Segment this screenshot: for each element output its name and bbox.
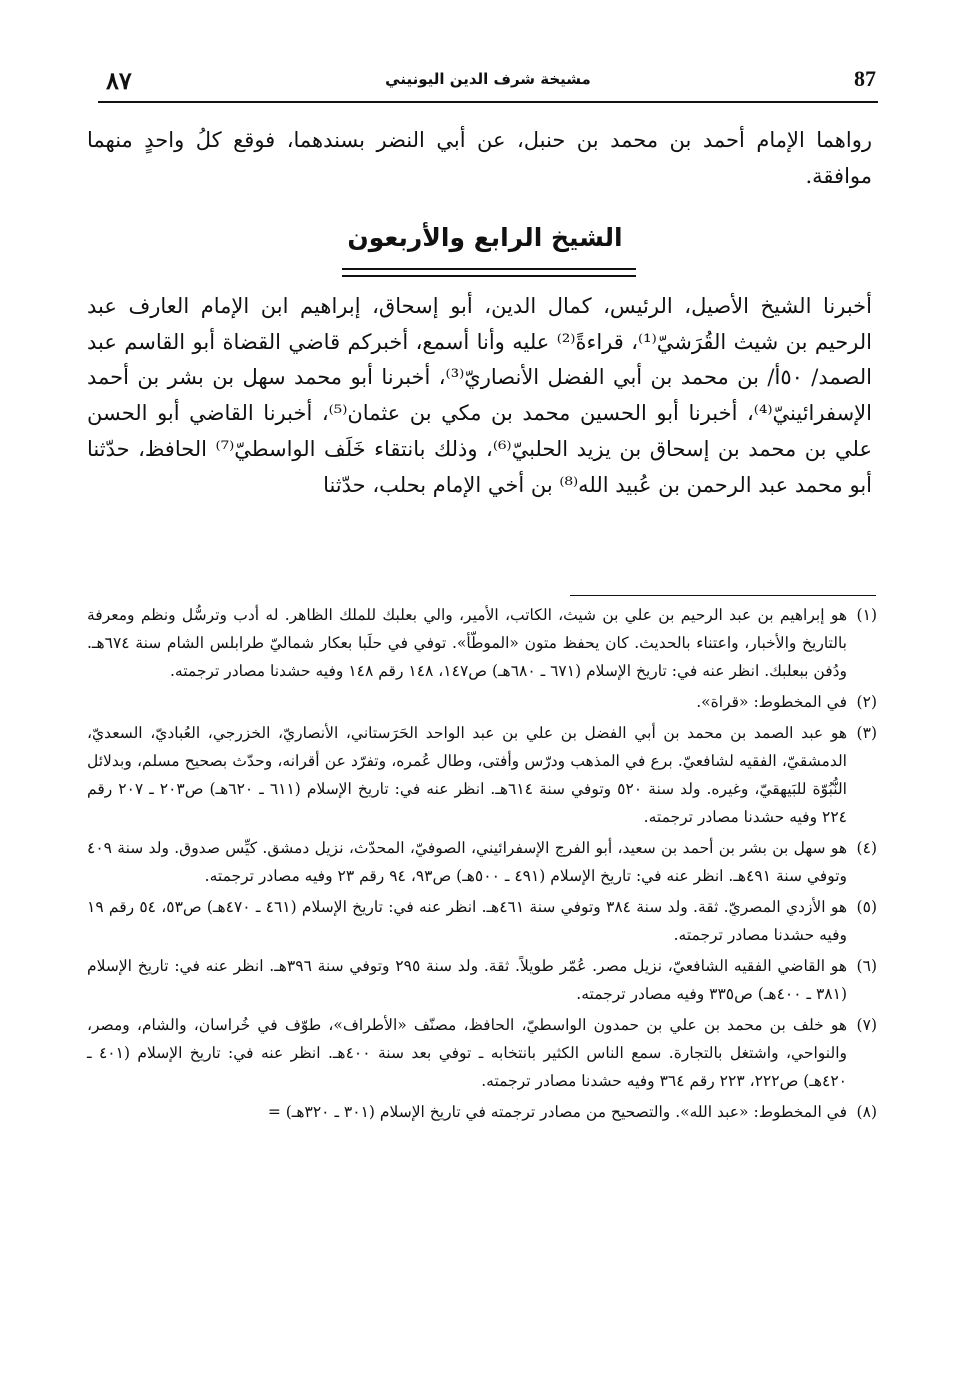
- footnotes: [87, 601, 877, 1129]
- page-number-latin: 87: [854, 66, 876, 91]
- footnote-number: (١): [856, 606, 877, 624]
- title-underline-2: [342, 275, 636, 277]
- footnote-text: في المخطوط: «قراة».: [696, 693, 847, 711]
- title-underline-1: [342, 268, 636, 270]
- footnote-3: [87, 719, 877, 831]
- footnote-text: هو سهل بن بشر بن أحمد بن سعيد، أبو الفرج الإسفرائيني، الصوفيّ، المحدّث، نزيل دمشق. كيِّس صدوق. ولد سنة ٤٠٩ وتوفي سنة ٤٩١هـ. انظر عنه في: تاريخ الإسلام (٤٩١ ـ ٥٠٠هـ) ص٩٣، ٩٤ رقم ٢٣ وفيه مصادر ترجمته.: [87, 839, 847, 885]
- footnote-number: (٥): [856, 898, 877, 916]
- footnote-text: هو خلف بن محمد بن علي بن حمدون الواسطيّ، الحافظ، مصنّف «الأطراف»، طوّف في خُراسان، والشام، ومصر، والنواحي، واشتغل بالتجارة. سمع الناس الكثير بانتخابه ـ توفي بعد سنة ٤٠٠هـ. انظر عنه في: تاريخ الإسلام (٤٠١ ـ ٤٢٠هـ) ص٢٢٢، ٢٢٣ رقم ٣٦٤ وفيه حشدنا مصادر ترجمته.: [87, 1016, 847, 1090]
- intro-paragraph: رواهما الإمام أحمد بن محمد بن حنبل، عن أبي النضر بسندهما، فوقع كلُ واحدٍ منهما موافقة.: [87, 128, 872, 188]
- footnote-text: هو الأزدي المصريّ. ثقة. ولد سنة ٣٨٤ وتوفي سنة ٤٦١هـ. انظر عنه في: تاريخ الإسلام (٤٦١ ـ ٤٧٠هـ) ص٥٣، ٥٤ رقم ١٩ وفيه حشدنا مصادر ترجمته.: [87, 898, 847, 944]
- footnote-text: هو القاضي الفقيه الشافعيّ، نزيل مصر. عُمّر طويلاً. ثقة. ولد سنة ٢٩٥ وتوفي سنة ٣٩٦هـ. انظر عنه في: تاريخ الإسلام (٣٨١ ـ ٤٠٠هـ) ص٣٣٥ وفيه مصادر ترجمته.: [87, 957, 847, 1003]
- page-header: [98, 64, 878, 98]
- footnote-number: (٨): [856, 1103, 877, 1121]
- footnote-2: [87, 688, 877, 716]
- footnote-6: [87, 952, 877, 1008]
- footnote-number: (٧): [856, 1016, 877, 1034]
- footnote-text: هو إبراهيم بن عبد الرحيم بن علي بن شيث، الكاتب، الأمير، والي بعلبك للملك الظاهر. له أدب وترسُّل ونظم ومعرفة بالتاريخ والأخبار، واعتناء بالحديث. كان يحفظ متون «الموطّأ». توفي في حلَبا بعكار شماليّ طرابلس الشام سنة ٦٧٤هـ. ودُفن ببعلبك. انظر عنه في: تاريخ الإسلام (٦٧١ ـ ٦٨٠هـ) ص١٤٧، ١٤٨ رقم ١٤٨ وفيه حشدنا مصادر ترجمته.: [87, 606, 847, 680]
- footnote-text: هو عبد الصمد بن محمد بن أبي الفضل بن علي بن عبد الواحد الحَرَستاني، الأنصاريّ، الخزرجي، العُباديّ، السعديّ، الدمشقيّ، الفقيه لشافعيّ. برع في المذهب ودرّس وأفتى، وطال عُمره، وتفرّد عن أقرانه، وحدّث بصحيح مسلم، وبدلائل النُّبُوّة للبَيهقيّ، وغيره. ولد سنة ٥٢٠ وتوفي سنة ٦١٤هـ. انظر عنه في: تاريخ الإسلام (٦١١ ـ ٦٢٠هـ) ص٢٠٣ ـ ٢٠٧ رقم ٢٢٤ وفيه حشدنا مصادر ترجمته.: [87, 724, 847, 826]
- section-title: الشيخ الرابع والأربعون: [347, 223, 623, 252]
- footnote-text: في المخطوط: «عبد الله». والتصحيح من مصادر ترجمته في تاريخ الإسلام (٣٠١ ـ ٣٢٠هـ) =: [267, 1103, 847, 1121]
- page-number-arabic: ٨٧: [106, 66, 132, 95]
- footnote-number: (٤): [856, 839, 877, 857]
- header-rule: [98, 101, 878, 103]
- footnote-5: [87, 893, 877, 949]
- body-paragraph: أخبرنا الشيخ الأصيل، الرئيس، كمال الدين، أبو إسحاق، إبراهيم ابن الإمام العارف عبد الرحيم بن شيث القُرَشيّ⁽¹⁾، قراءةً⁽²⁾ عليه وأنا أسمع، أخبركم قاضي القضاة أبو القاسم عبد الصمد/ ٥٠أ/ بن محمد بن أبي الفضل الأنصاريّ⁽³⁾، أخبرنا أبو محمد سهل بن بشر بن أحمد الإسفرائينيّ⁽⁴⁾، أخبرنا أبو الحسين محمد بن مكي بن عثمان⁽⁵⁾، أخبرنا القاضي أبو الحسن علي بن محمد بن إسحاق بن يزيد الحلبيّ⁽⁶⁾، وذلك بانتقاء خَلَف الواسطيّ⁽⁷⁾ الحافظ، حدّثنا أبو محمد عبد الرحمن بن عُبيد الله⁽⁸⁾ بن أخي الإمام بحلب، حدّثنا: [87, 294, 873, 497]
- footnote-8: [87, 1098, 877, 1126]
- running-title: مشيخة شرف الدين اليونيني: [385, 70, 591, 88]
- footnote-7: [87, 1011, 877, 1095]
- footnote-number: (٦): [856, 957, 877, 975]
- footnote-separator: [570, 595, 876, 596]
- footnote-number: (٣): [856, 724, 877, 742]
- footnote-4: [87, 834, 877, 890]
- footnote-number: (٢): [856, 693, 877, 711]
- footnote-1: [87, 601, 877, 685]
